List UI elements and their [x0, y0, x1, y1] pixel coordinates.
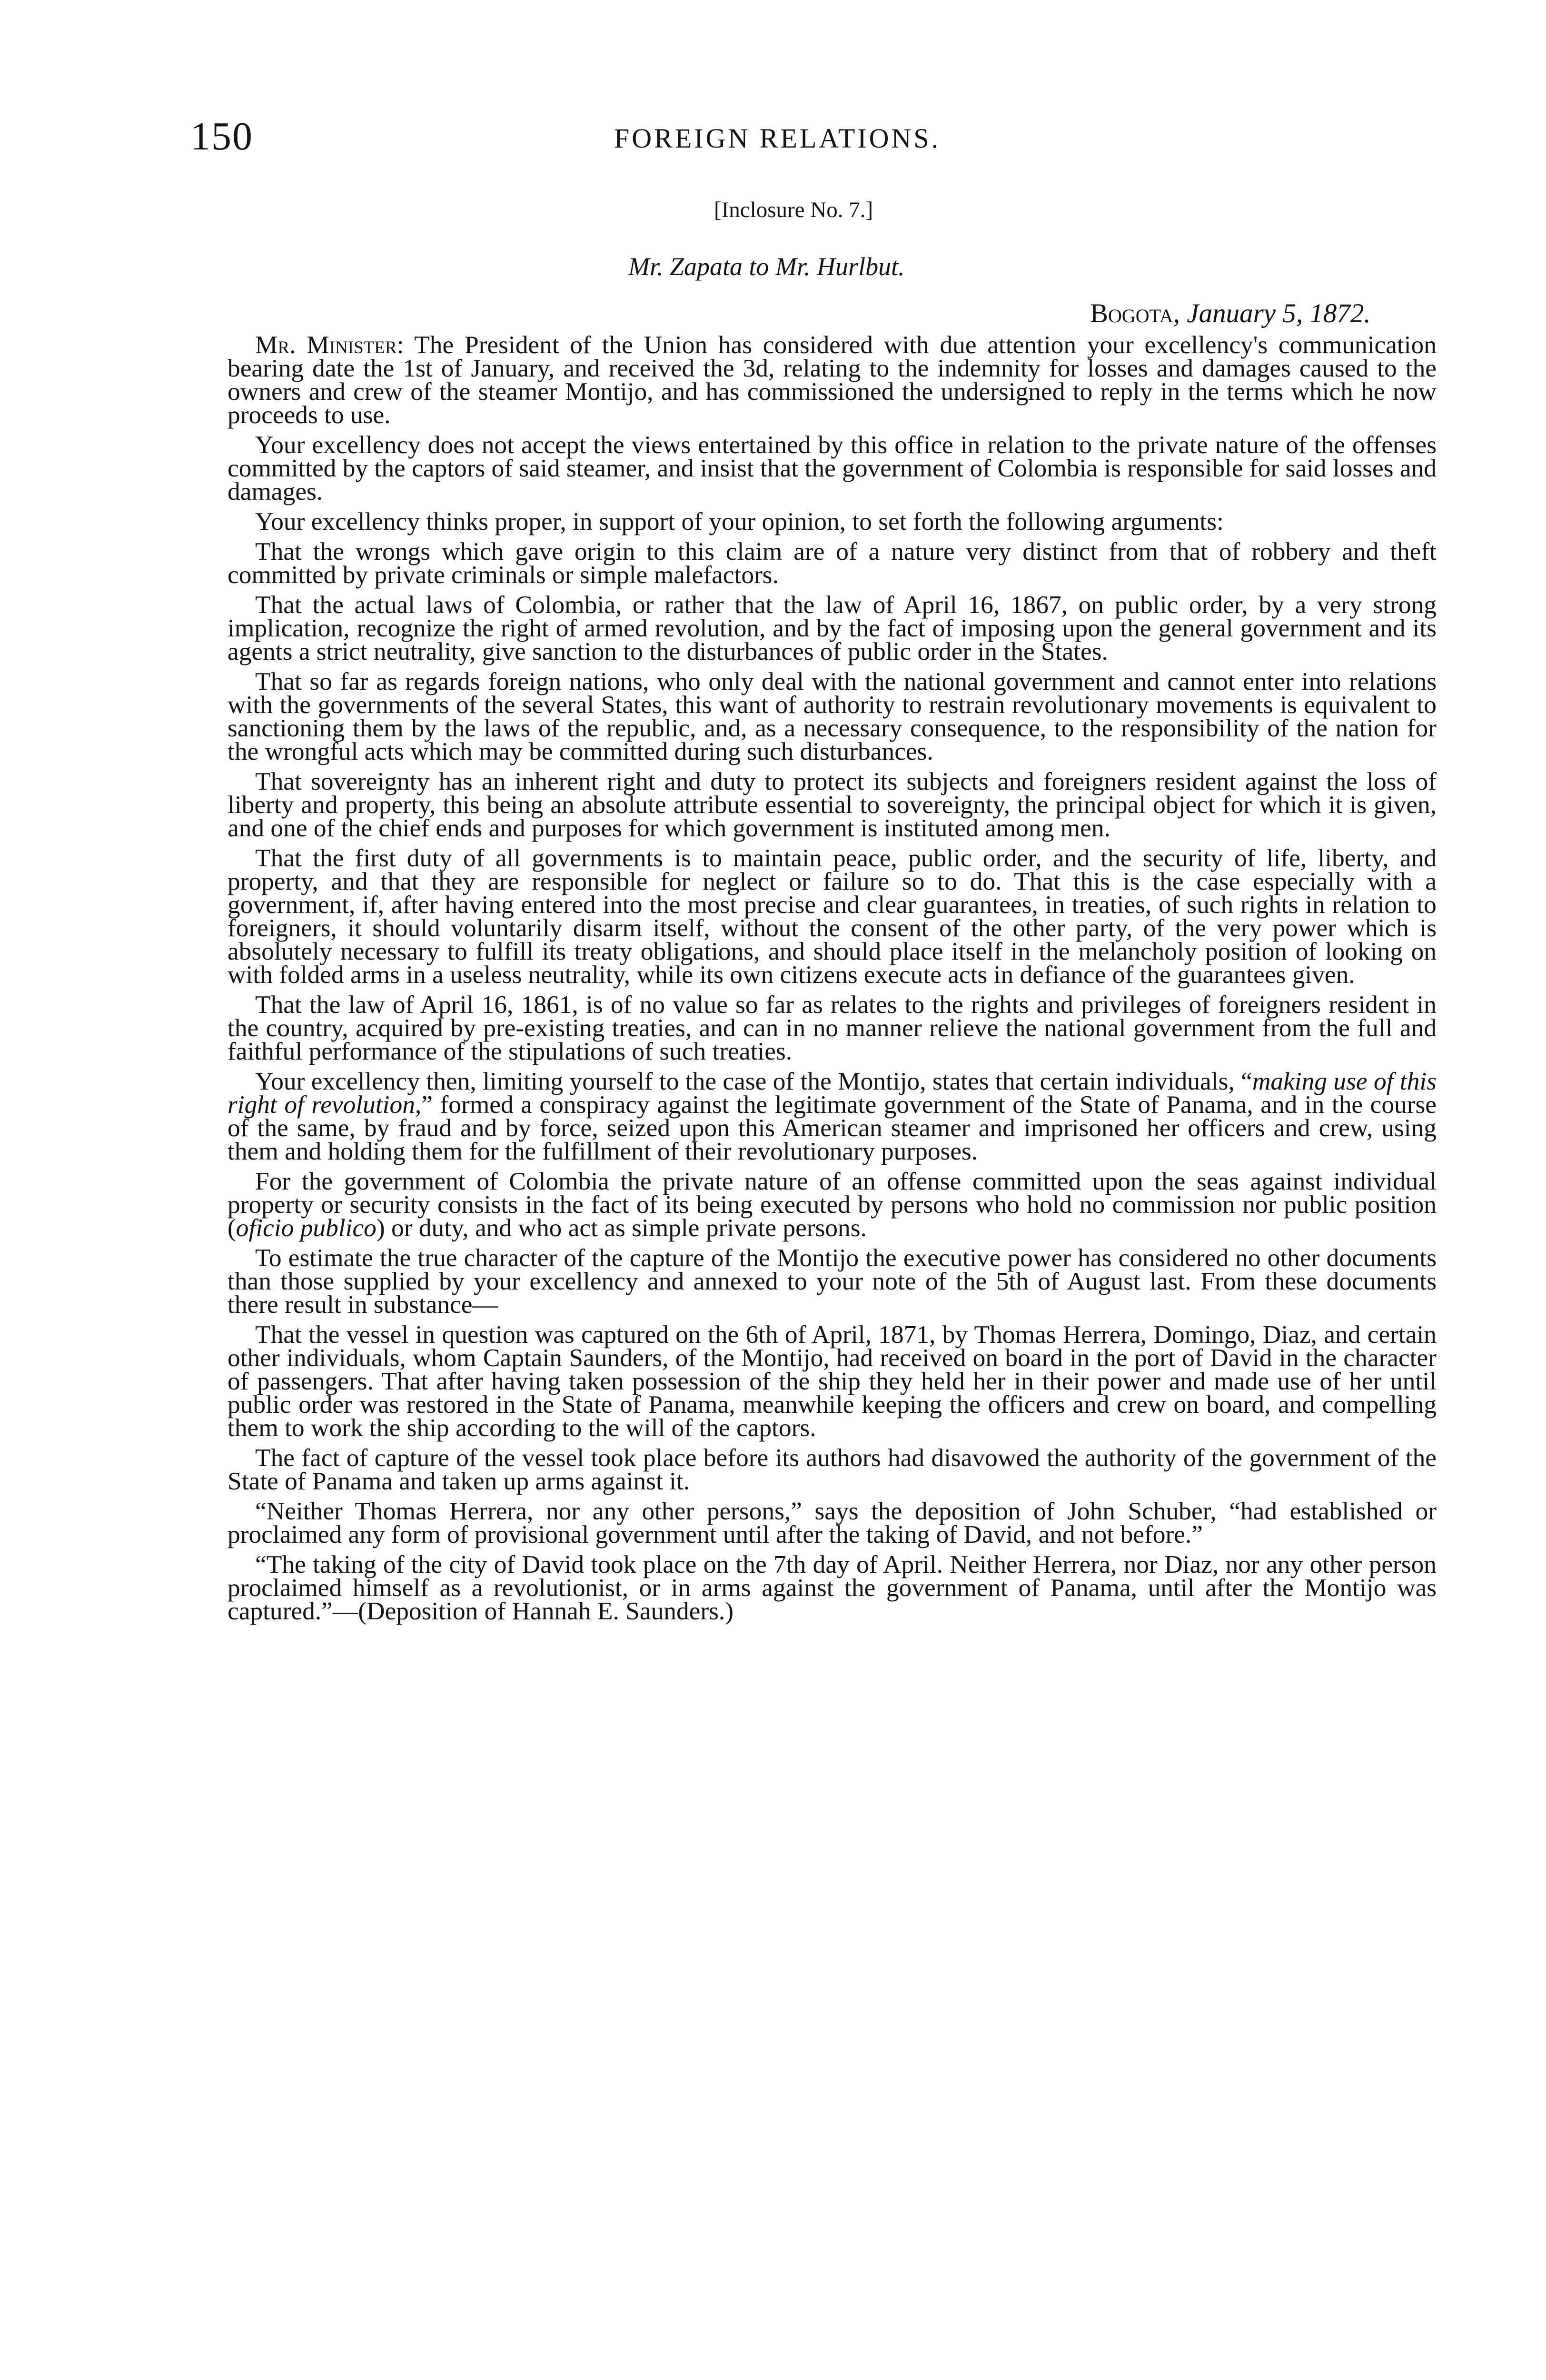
dateline-date: January 5, 1872. [1187, 298, 1371, 328]
paragraph-text: For the government of Colombia the private nature of an offense committed upon the seas against individual property or security consists in the fact of its being executed by persons who hold no commission nor public position ( [228, 1167, 1437, 1242]
paragraph [228, 1067, 1437, 1165]
letter-body [228, 330, 1437, 1629]
paragraph-text: Your excellency then, limiting yourself to the case of the Montijo, states that certain individuals, “ [255, 1067, 1252, 1095]
dateline-place: Bogota, [1090, 298, 1180, 328]
paragraph [228, 330, 1437, 429]
paragraph: “The taking of the city of David took place on the 7th day of April. Neither Herrera, nor Diaz, nor any other person proclaimed himself as a revolutionist, or in arms against the government of Panama, until after the Montijo was captured.”—(Deposition of Hannah E. Saunders.) [228, 1550, 1437, 1625]
quoted-phrase: making use of this right of revolution, [228, 1067, 1437, 1119]
running-title: FOREIGN RELATIONS. [614, 123, 941, 154]
dateline [1090, 300, 1371, 327]
letter-heading: Mr. Zapata to Mr. Hurlbut. [628, 252, 905, 281]
paragraph: That so far as regards foreign nations, who only deal with the national government and cannot enter into relations with the governments of the several States, this want of authority to restrain revolutionary movements is equivalent to sanctioning them by the laws of the republic, and, as a necessary consequence, to the responsibility of the nation for the wrongful acts which may be committed during such disturbances. [228, 667, 1437, 765]
foreign-term: oficio publico [236, 1213, 377, 1242]
paragraph: That sovereignty has an inherent right and duty to protect its subjects and foreigners resident against the loss of liberty and property, this being an absolute attribute essential to sovereignty, the principal object for which it is given, and one of the chief ends and purposes for which government is instituted among men. [228, 767, 1437, 842]
page-number: 150 [190, 114, 253, 159]
paragraph: Your excellency does not accept the views entertained by this office in relation to the private nature of the offenses committed by the captors of said steamer, and insist that the government of Colombia is responsible for said losses and damages. [228, 430, 1437, 506]
paragraph: To estimate the true character of the capture of the Montijo the executive power has considered no other documents than those supplied by your excellency and annexed to your note of the 5th of August last. From these documents there result in substance— [228, 1243, 1437, 1319]
paragraph: That the actual laws of Colombia, or rather that the law of April 16, 1867, on public order, by a very strong implication, recognize the right of armed revolution, and by the fact of imposing upon the general government and its agents a strict neutrality, give sanction to the disturbances of public order in the States. [228, 590, 1437, 665]
paragraph: That the law of April 16, 1861, is of no value so far as relates to the rights and privileges of foreigners resident in the country, acquired by pre-existing treaties, and can in no manner relieve the national government from the full and faithful performance of the stipulations of such treaties. [228, 990, 1437, 1065]
paragraph [228, 1167, 1437, 1242]
paragraph: That the wrongs which gave origin to this claim are of a nature very distinct from that of robbery and theft committed by private criminals or simple malefactors. [228, 537, 1437, 589]
paragraph: “Neither Thomas Herrera, nor any other persons,” says the deposition of John Schuber, “had established or proclaimed any form of provisional government until after the taking of David, and not before.” [228, 1497, 1437, 1548]
paragraph: Your excellency thinks proper, in support of your opinion, to set forth the following arguments: [255, 507, 1224, 536]
inclosure-note: [Inclosure No. 7.] [714, 198, 873, 222]
paragraph: That the first duty of all governments is to maintain peace, public order, and the security of life, liberty, and property, and that they are responsible for neglect or failure so to do. That this is the case especially with a government, if, after having entered into the most precise and clear guarantees, in treaties, of such rights in relation to foreigners, it should voluntarily disarm itself, without the consent of the other party, of the very power which is absolutely necessary to fulfill its treaty obligations, and should place itself in the melancholy position of looking on with folded arms in a useless neutrality, while its own citizens execute acts in defiance of the guarantees given. [228, 843, 1437, 989]
paragraph: That the vessel in question was captured on the 6th of April, 1871, by Thomas Herrera, Domingo, Diaz, and certain other individuals, whom Captain Saunders, of the Montijo, had received on board in the port of David in the character of passengers. That after having taken possession of the ship they held her in their power and made use of her until public order was restored in the State of Panama, meanwhile keeping the officers and crew on board, and compelling them to work the ship according to the will of the captors. [228, 1320, 1437, 1442]
paragraph: The fact of capture of the vessel took place before its authors had disavowed the authority of the government of the State of Panama and taken up arms against it. [228, 1443, 1437, 1495]
paragraph-text: ) or duty, and who act as simple private persons. [376, 1213, 867, 1242]
salutation: Mr. Minister: [255, 330, 404, 359]
paragraph-text: ” formed a conspiracy against the legitimate government of the State of Panama, and in the course of the same, by fraud and by force, seized upon this American steamer and imprisoned her officers and crew, using them and holding them for the fulfillment of their revolutionary purposes. [228, 1090, 1437, 1165]
paragraph-text: The President of the Union has considered with due attention your excellency's communication bearing date the 1st of January, and received the 3d, relating to the indemnity for losses and damages caused to the owners and crew of the steamer Montijo, and has commissioned the undersigned to reply in the terms which he now proceeds to use. [228, 330, 1437, 429]
